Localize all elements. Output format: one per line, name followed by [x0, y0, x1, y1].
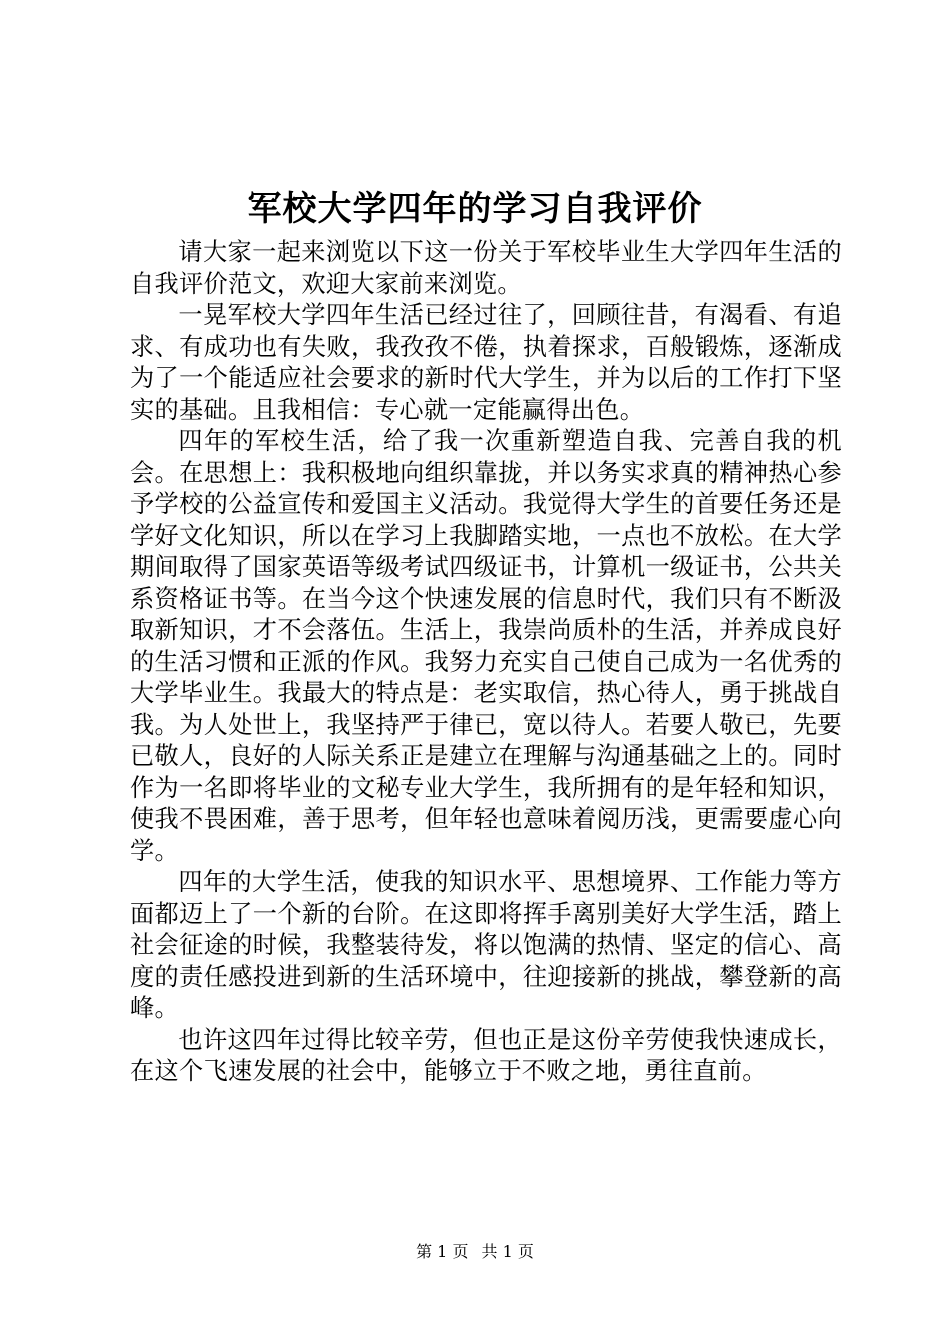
paragraph-reflection: 一晃军校大学四年生活已经过往了，回顾往昔，有渴看、有追求、有成功也有失败，我孜孜不倦，执着探求，百般锻炼，逐渐成为了一个能适应社会要求的新时代大学生，并为以后的工作打下坚实的基础。且我相信：专心就一定能赢得出色。: [130, 301, 842, 424]
page-number: 第 1 页: [416, 1242, 469, 1261]
page-footer: [0, 1240, 950, 1264]
paragraph-conclusion: 也许这四年过得比较辛劳，但也正是这份辛劳使我快速成长，在这个飞速发展的社会中，能够立于不败之地，勇往直前。: [130, 1025, 842, 1085]
page-total: 共 1 页: [481, 1242, 534, 1261]
document-title: 军校大学四年的学习自我评价: [247, 189, 703, 229]
paragraph-university-life: 四年的大学生活，使我的知识水平、思想境界、工作能力等方面都迈上了一个新的台阶。在这即将挥手离别美好大学生活，踏上社会征途的时候，我整装待发，将以饱满的热情、坚定的信心、高度的责任感投进到新的生活环境中，往迎接新的挑战，攀登新的高峰。: [130, 868, 842, 1022]
paragraph-military-school-life: 四年的军校生活，给了我一次重新塑造自我、完善自我的机会。在思想上：我积极地向组织靠拢，并以务实求真的精神热心参予学校的公益宣传和爱国主义活动。我觉得大学生的首要任务还是学好文化知识，所以在学习上我脚踏实地，一点也不放松。在大学期间取得了国家英语等级考试四级证书，计算机一级证书，公共关系资格证书等。在当今这个快速发展的信息时代，我们只有不断汲取新知识，才不会落伍。生活上，我崇尚质朴的生活，并养成良好的生活习惯和正派的作风。我努力充实自己使自己成为一名优秀的大学毕业生。我最大的特点是：老实取信，热心待人，勇于挑战自我。为人处世上，我坚持严于律已，宽以待人。若要人敬已，先要已敬人，良好的人际关系正是建立在理解与沟通基础之上的。同时作为一名即将毕业的文秘专业大学生，我所拥有的是年轻和知识，使我不畏困难，善于思考，但年轻也意味着阅历浅，更需要虚心向学。: [130, 427, 842, 865]
paragraph-intro: 请大家一起来浏览以下这一份关于军校毕业生大学四年生活的自我评价范文，欢迎大家前来浏览。: [130, 238, 842, 298]
document-body: [130, 237, 842, 1088]
